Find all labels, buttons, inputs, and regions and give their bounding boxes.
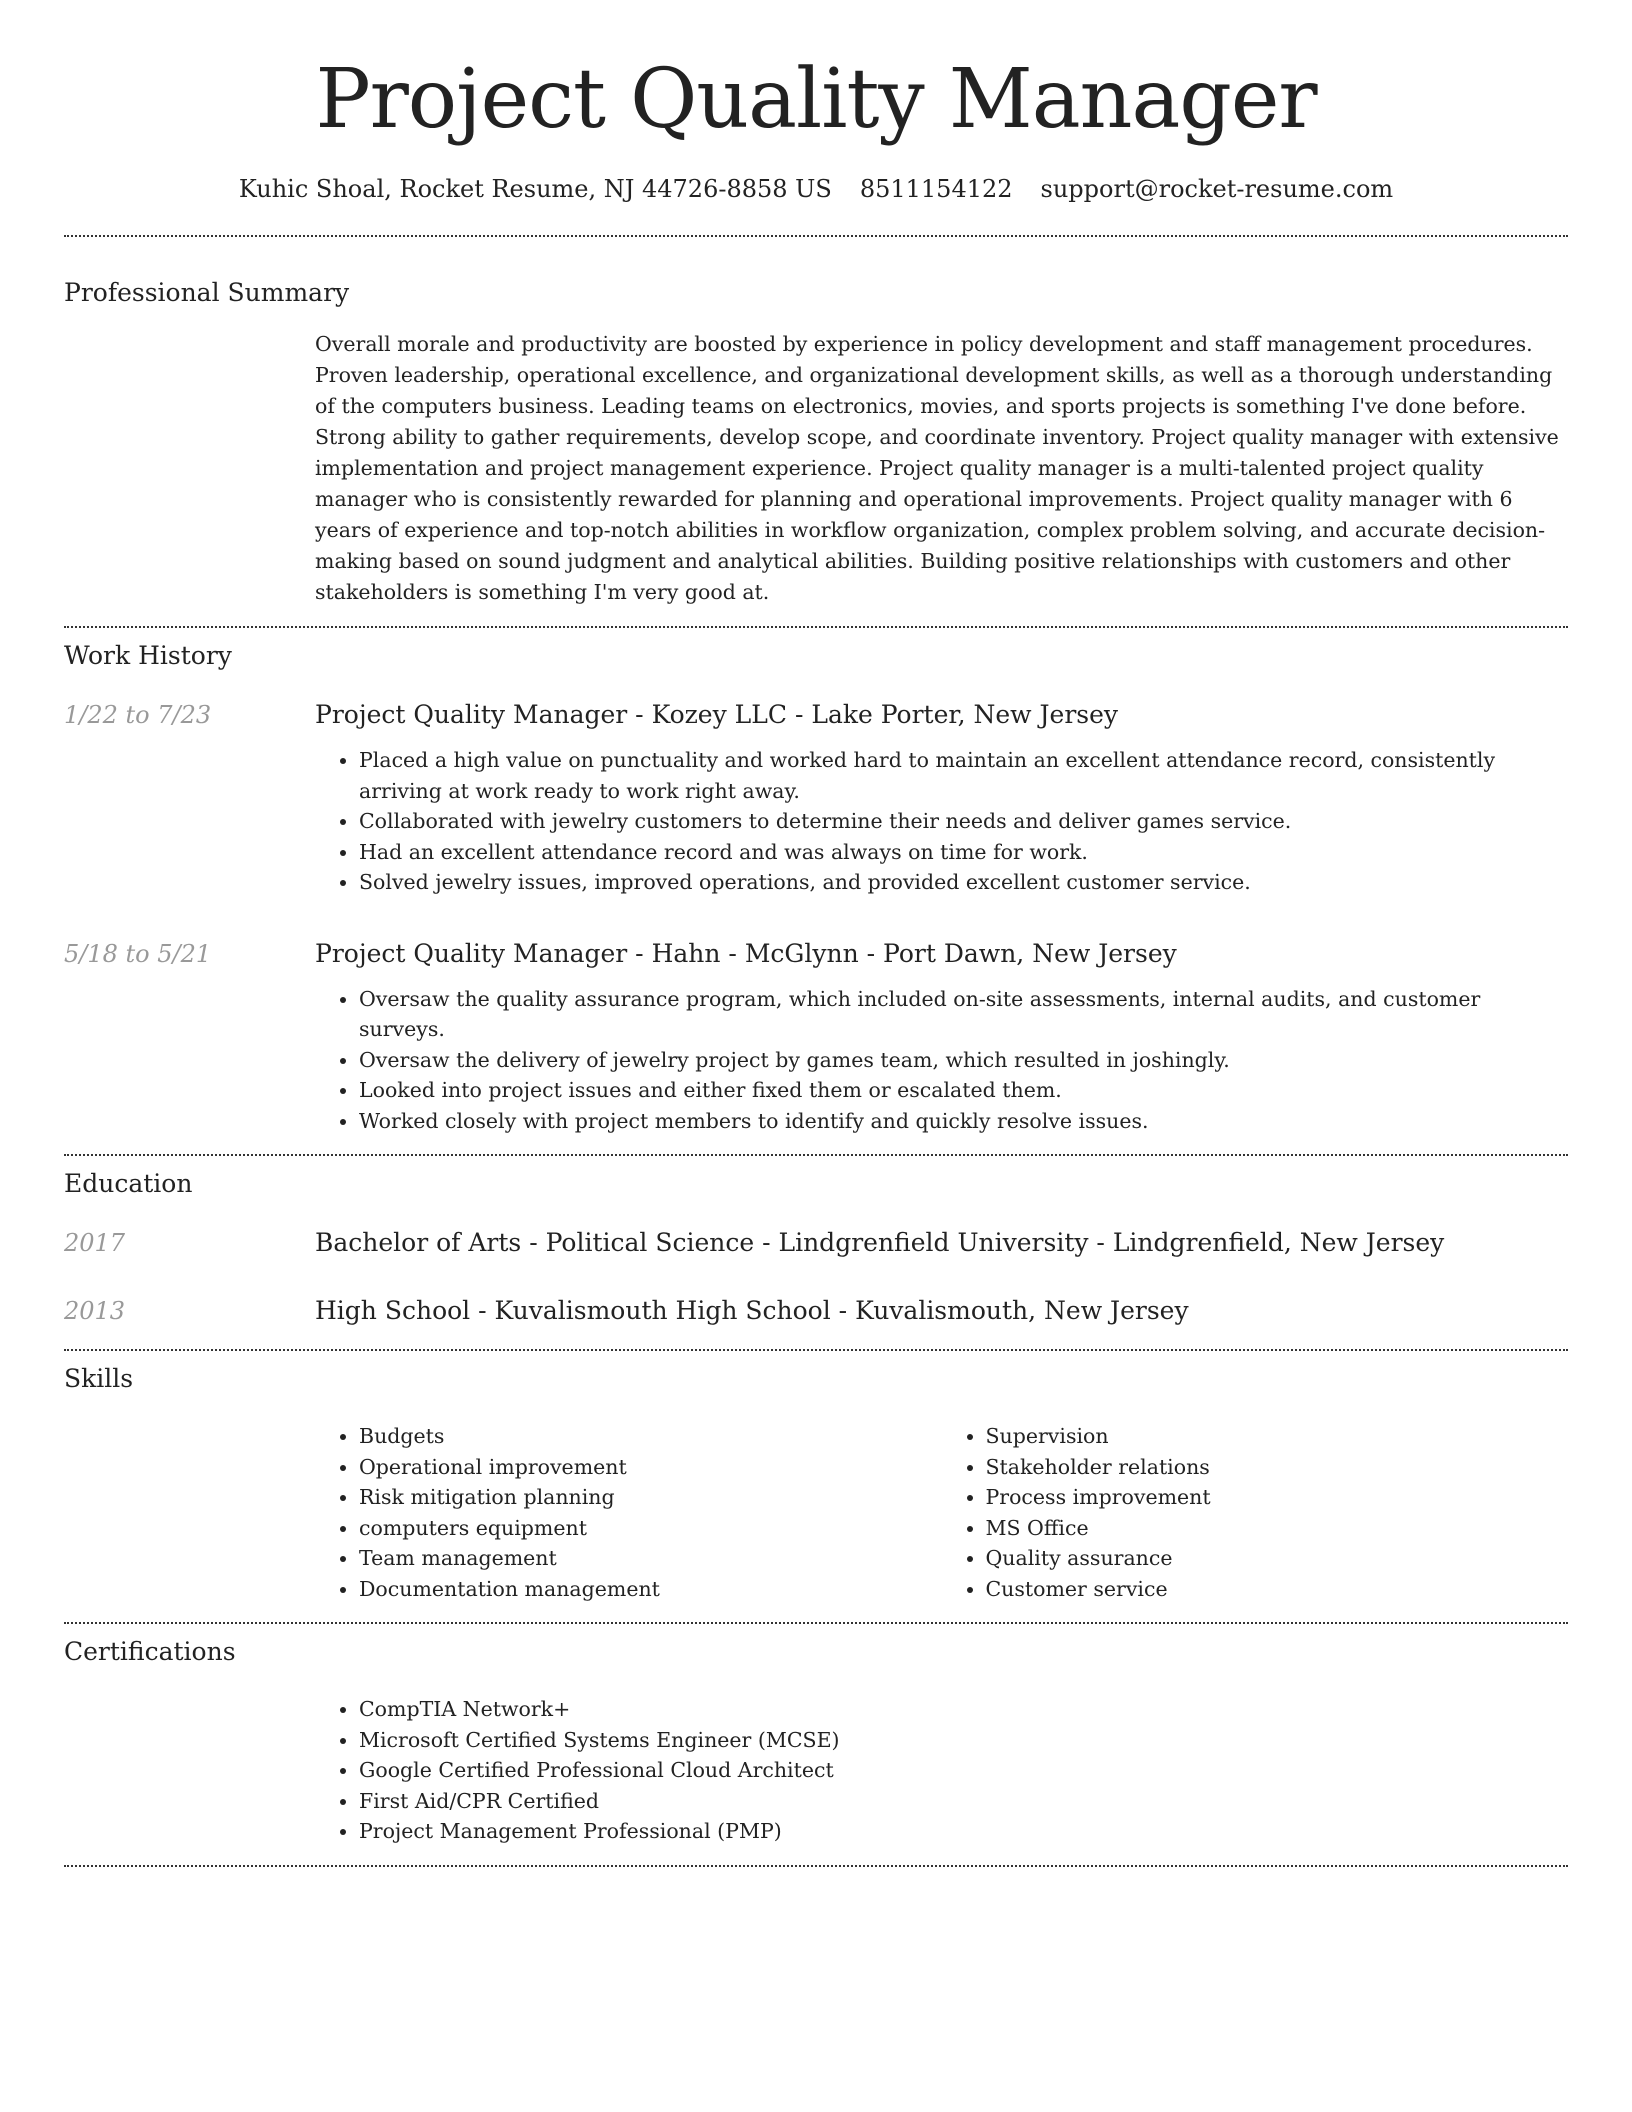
list-item: • Budgets xyxy=(359,1421,942,1452)
divider xyxy=(64,1349,1568,1351)
list-item: • Oversaw the delivery of jewelry project by games team, which resulted in joshingly. xyxy=(359,1045,1568,1076)
education-year: 2017 xyxy=(64,1229,126,1257)
list-item: • Project Management Professional (PMP) xyxy=(359,1816,1568,1847)
list-item: • Risk mitigation planning xyxy=(359,1482,942,1513)
divider xyxy=(64,1154,1568,1156)
certifications-list xyxy=(315,1694,1568,1847)
education-heading: Bachelor of Arts - Political Science - Lindgrenfield University - Lindgrenfield, New Jersey xyxy=(315,1228,1445,1257)
skills-section xyxy=(64,1363,1568,1604)
education-year: 2013 xyxy=(64,1297,126,1325)
job-bullets xyxy=(315,984,1568,1137)
list-item: • Placed a high value on punctuality and worked hard to maintain an excellent attendance record, consistently arriving at work ready to work right away. xyxy=(359,745,1568,806)
education-heading: High School - Kuvalismouth High School - Kuvalismouth, New Jersey xyxy=(315,1296,1189,1325)
list-item: • Documentation management xyxy=(359,1574,942,1605)
summary-section xyxy=(64,277,1568,608)
section-title-summary: Professional Summary xyxy=(64,278,350,307)
list-item: • Customer service xyxy=(986,1574,1569,1605)
list-item: • Solved jewelry issues, improved operations, and provided excellent customer service. xyxy=(359,867,1568,898)
list-item: • Looked into project issues and either fixed them or escalated them. xyxy=(359,1075,1568,1106)
list-item: • Stakeholder relations xyxy=(986,1452,1569,1483)
section-title-education: Education xyxy=(64,1169,193,1198)
section-title-skills: Skills xyxy=(64,1364,134,1393)
job-bullets xyxy=(315,745,1568,898)
job-entry xyxy=(64,938,1568,1137)
list-item: • Microsoft Certified Systems Engineer (MCSE) xyxy=(359,1725,1568,1756)
divider xyxy=(64,1622,1568,1624)
job-heading: Project Quality Manager - Hahn - McGlynn - Port Dawn, New Jersey xyxy=(315,938,1177,968)
list-item: • Operational improvement xyxy=(359,1452,942,1483)
job-heading: Project Quality Manager - Kozey LLC - Lake Porter, New Jersey xyxy=(315,700,1119,729)
list-item: • Supervision xyxy=(986,1421,1569,1452)
list-item: • Team management xyxy=(359,1543,942,1574)
section-title-certifications: Certifications xyxy=(64,1637,236,1666)
skills-list-left xyxy=(315,1421,942,1604)
skills-list-right xyxy=(942,1421,1569,1604)
list-item: • MS Office xyxy=(986,1513,1569,1544)
list-item: • Oversaw the quality assurance program, which included on-site assessments, internal audits, and customer surveys. xyxy=(359,984,1568,1045)
divider xyxy=(64,235,1568,237)
education-section xyxy=(64,1168,1568,1327)
list-item: • Process improvement xyxy=(986,1482,1569,1513)
list-item: • Google Certified Professional Cloud Architect xyxy=(359,1755,1568,1786)
contact-line xyxy=(64,174,1568,204)
job-dates: 1/22 to 7/23 xyxy=(64,701,212,729)
list-item: • Quality assurance xyxy=(986,1543,1569,1574)
contact-phone: 8511154122 xyxy=(859,175,1013,203)
education-entry xyxy=(64,1295,1568,1327)
education-entry xyxy=(64,1227,1568,1259)
job-dates: 5/18 to 5/21 xyxy=(64,939,212,968)
resume-name: Project Quality Manager xyxy=(315,52,1317,147)
section-title-work-history: Work History xyxy=(64,641,232,670)
certifications-section xyxy=(64,1636,1568,1847)
list-item: • Collaborated with jewelry customers to determine their needs and deliver games service. xyxy=(359,806,1568,837)
job-entry xyxy=(64,699,1568,898)
contact-address: Kuhic Shoal, Rocket Resume, NJ 44726-8858 US xyxy=(238,175,832,203)
contact-email: support@rocket-resume.com xyxy=(1040,175,1394,203)
divider xyxy=(64,1865,1568,1867)
summary-text: Overall morale and productivity are boosted by experience in policy development and staff management procedures. Proven leadership, operational excellence, and organizational development skills, as well as a thorough understanding of the computers business. Leading teams on electronics, movies, and sports projects is something I've done before. Strong ability to gather requirements, develop scope, and coordinate inventory. Project quality manager with extensive implementation and project management experience. Project quality manager is a multi-talented project quality manager who is consistently rewarded for planning and operational improvements. Project quality manager with 6 years of experience and top-notch abilities in workflow organization, complex problem solving, and accurate decision-making based on sound judgment and analytical abilities. Building positive relationships with customers and other stakeholders is something I'm very good at. xyxy=(315,332,1559,604)
list-item: • First Aid/CPR Certified xyxy=(359,1786,1568,1817)
list-item: • Had an excellent attendance record and was always on time for work. xyxy=(359,837,1568,868)
list-item: • Worked closely with project members to identify and quickly resolve issues. xyxy=(359,1106,1568,1137)
list-item: • CompTIA Network+ xyxy=(359,1694,1568,1725)
list-item: • computers equipment xyxy=(359,1513,942,1544)
work-history-section xyxy=(64,640,1568,1136)
resume-page xyxy=(64,0,1568,1867)
divider xyxy=(64,626,1568,628)
